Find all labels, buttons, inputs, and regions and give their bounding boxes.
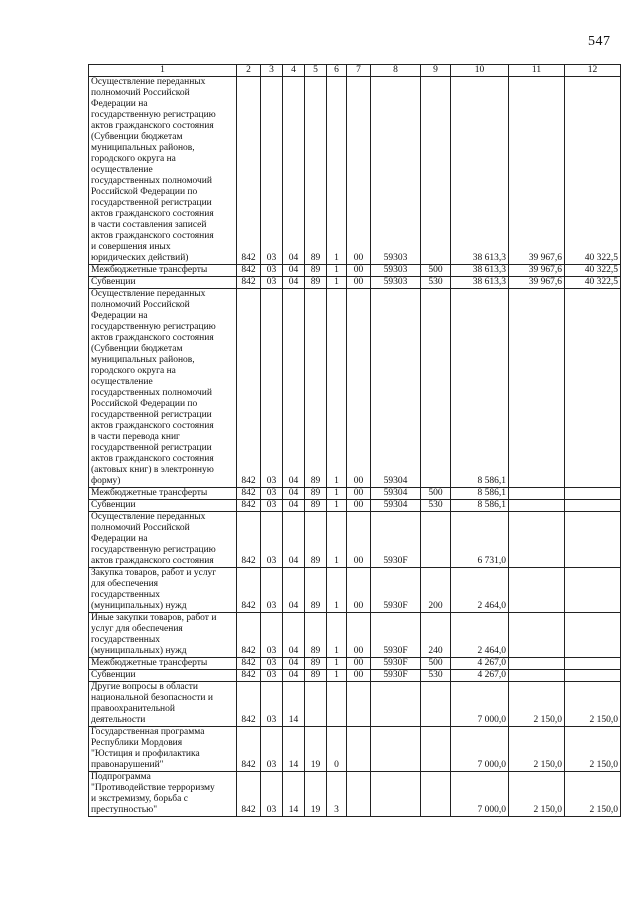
amount-col12: 2 150,0 bbox=[565, 727, 621, 772]
expense-type-code: 500 bbox=[421, 488, 451, 500]
subsection-code: 04 bbox=[283, 500, 305, 512]
column-header-row bbox=[89, 65, 621, 77]
program-code: 89 bbox=[305, 488, 327, 500]
amount-col11 bbox=[509, 568, 565, 613]
program-code: 89 bbox=[305, 77, 327, 265]
subprogram-code: 0 bbox=[327, 727, 347, 772]
amount-col10: 4 267,0 bbox=[451, 670, 509, 682]
program-code: 89 bbox=[305, 670, 327, 682]
event-code bbox=[347, 682, 371, 727]
section-code: 03 bbox=[261, 772, 283, 817]
amount-col11: 2 150,0 bbox=[509, 682, 565, 727]
section-code: 03 bbox=[261, 488, 283, 500]
row-name: Межбюджетные трансферты bbox=[89, 265, 237, 277]
subsection-code: 04 bbox=[283, 512, 305, 568]
section-code: 03 bbox=[261, 568, 283, 613]
amount-col12 bbox=[565, 500, 621, 512]
table-row bbox=[89, 289, 621, 488]
row-name: Государственная программа Республики Мордовия "Юстиция и профилактика правонарушений" bbox=[89, 727, 237, 772]
program-code: 19 bbox=[305, 772, 327, 817]
section-code: 03 bbox=[261, 289, 283, 488]
expense-type-code: 200 bbox=[421, 568, 451, 613]
amount-col10: 7 000,0 bbox=[451, 682, 509, 727]
section-code: 03 bbox=[261, 670, 283, 682]
subprogram-code: 1 bbox=[327, 277, 347, 289]
program-code: 89 bbox=[305, 289, 327, 488]
table-row bbox=[89, 265, 621, 277]
direction-code: 5930F bbox=[371, 670, 421, 682]
expense-type-code bbox=[421, 682, 451, 727]
row-name: Другие вопросы в области национальной безопасности и правоохранительной деятельности bbox=[89, 682, 237, 727]
event-code: 00 bbox=[347, 512, 371, 568]
direction-code: 5930F bbox=[371, 568, 421, 613]
event-code: 00 bbox=[347, 613, 371, 658]
amount-col11 bbox=[509, 613, 565, 658]
ministry-code: 842 bbox=[237, 512, 261, 568]
subprogram-code: 1 bbox=[327, 613, 347, 658]
amount-col12 bbox=[565, 670, 621, 682]
amount-col10: 38 613,3 bbox=[451, 77, 509, 265]
event-code: 00 bbox=[347, 77, 371, 265]
program-code: 89 bbox=[305, 265, 327, 277]
program-code: 89 bbox=[305, 658, 327, 670]
column-header: 6 bbox=[327, 65, 347, 77]
subprogram-code: 3 bbox=[327, 772, 347, 817]
table-row bbox=[89, 772, 621, 817]
direction-code: 5930F bbox=[371, 512, 421, 568]
subsection-code: 04 bbox=[283, 277, 305, 289]
amount-col11: 2 150,0 bbox=[509, 727, 565, 772]
table-row bbox=[89, 512, 621, 568]
amount-col10: 7 000,0 bbox=[451, 772, 509, 817]
direction-code: 59303 bbox=[371, 265, 421, 277]
ministry-code: 842 bbox=[237, 682, 261, 727]
event-code: 00 bbox=[347, 568, 371, 613]
amount-col10: 8 586,1 bbox=[451, 500, 509, 512]
subprogram-code: 1 bbox=[327, 488, 347, 500]
row-name: Подпрограмма "Противодействие терроризму и экстремизму, борьба с преступностью" bbox=[89, 772, 237, 817]
amount-col10: 8 586,1 bbox=[451, 289, 509, 488]
column-header: 10 bbox=[451, 65, 509, 77]
program-code: 89 bbox=[305, 500, 327, 512]
table-row bbox=[89, 613, 621, 658]
column-header: 12 bbox=[565, 65, 621, 77]
ministry-code: 842 bbox=[237, 613, 261, 658]
row-name: Иные закупки товаров, работ и услуг для обеспечения государственных (муниципальных) нужд bbox=[89, 613, 237, 658]
amount-col11 bbox=[509, 512, 565, 568]
subprogram-code: 1 bbox=[327, 512, 347, 568]
amount-col12: 2 150,0 bbox=[565, 772, 621, 817]
column-header: 4 bbox=[283, 65, 305, 77]
direction-code bbox=[371, 682, 421, 727]
amount-col12 bbox=[565, 613, 621, 658]
ministry-code: 842 bbox=[237, 568, 261, 613]
subsection-code: 14 bbox=[283, 682, 305, 727]
section-code: 03 bbox=[261, 277, 283, 289]
section-code: 03 bbox=[261, 265, 283, 277]
table-row bbox=[89, 658, 621, 670]
column-header: 2 bbox=[237, 65, 261, 77]
column-header: 3 bbox=[261, 65, 283, 77]
expense-type-code: 530 bbox=[421, 500, 451, 512]
subprogram-code: 1 bbox=[327, 568, 347, 613]
subsection-code: 04 bbox=[283, 289, 305, 488]
ministry-code: 842 bbox=[237, 670, 261, 682]
ministry-code: 842 bbox=[237, 727, 261, 772]
table-row bbox=[89, 488, 621, 500]
section-code: 03 bbox=[261, 512, 283, 568]
amount-col11: 39 967,6 bbox=[509, 277, 565, 289]
expense-type-code: 500 bbox=[421, 658, 451, 670]
subprogram-code: 1 bbox=[327, 77, 347, 265]
row-name: Субвенции bbox=[89, 500, 237, 512]
expense-type-code: 530 bbox=[421, 670, 451, 682]
page-number: 547 bbox=[588, 34, 611, 49]
expense-type-code: 530 bbox=[421, 277, 451, 289]
direction-code: 59304 bbox=[371, 289, 421, 488]
subprogram-code: 1 bbox=[327, 265, 347, 277]
table-row bbox=[89, 682, 621, 727]
amount-col11: 39 967,6 bbox=[509, 265, 565, 277]
row-name: Осуществление переданных полномочий Российской Федерации на государственную регистрацию актов гражданского состояния bbox=[89, 512, 237, 568]
direction-code bbox=[371, 772, 421, 817]
table-row bbox=[89, 77, 621, 265]
ministry-code: 842 bbox=[237, 658, 261, 670]
amount-col11 bbox=[509, 500, 565, 512]
subsection-code: 04 bbox=[283, 77, 305, 265]
subprogram-code: 1 bbox=[327, 658, 347, 670]
expense-type-code: 500 bbox=[421, 265, 451, 277]
amount-col10: 2 464,0 bbox=[451, 568, 509, 613]
amount-col10: 6 731,0 bbox=[451, 512, 509, 568]
direction-code: 5930F bbox=[371, 613, 421, 658]
direction-code: 59304 bbox=[371, 500, 421, 512]
amount-col12 bbox=[565, 488, 621, 500]
subsection-code: 04 bbox=[283, 488, 305, 500]
section-code: 03 bbox=[261, 682, 283, 727]
direction-code bbox=[371, 727, 421, 772]
row-name: Закупка товаров, работ и услуг для обеспечения государственных (муниципальных) нужд bbox=[89, 568, 237, 613]
event-code: 00 bbox=[347, 500, 371, 512]
row-name: Субвенции bbox=[89, 670, 237, 682]
expense-type-code: 240 bbox=[421, 613, 451, 658]
amount-col12 bbox=[565, 658, 621, 670]
subsection-code: 04 bbox=[283, 265, 305, 277]
section-code: 03 bbox=[261, 658, 283, 670]
section-code: 03 bbox=[261, 500, 283, 512]
subsection-code: 04 bbox=[283, 658, 305, 670]
table-row bbox=[89, 500, 621, 512]
event-code: 00 bbox=[347, 277, 371, 289]
program-code bbox=[305, 682, 327, 727]
amount-col11 bbox=[509, 488, 565, 500]
ministry-code: 842 bbox=[237, 265, 261, 277]
ministry-code: 842 bbox=[237, 289, 261, 488]
program-code: 89 bbox=[305, 277, 327, 289]
expense-type-code bbox=[421, 289, 451, 488]
amount-col10: 7 000,0 bbox=[451, 727, 509, 772]
program-code: 19 bbox=[305, 727, 327, 772]
table-row bbox=[89, 727, 621, 772]
amount-col10: 4 267,0 bbox=[451, 658, 509, 670]
budget-table bbox=[88, 64, 621, 817]
section-code: 03 bbox=[261, 613, 283, 658]
ministry-code: 842 bbox=[237, 488, 261, 500]
subsection-code: 04 bbox=[283, 613, 305, 658]
row-name: Осуществление переданных полномочий Российской Федерации на государственную регистрацию актов гражданского состояния (Субвенции бюджетам муниципальных районов, городского округа на осуществление государственных полномочий Российской Федерации по государственной регистрации актов гражданского состояния в части составления записей актов гражданского состояния и совершения иных юридических действий) bbox=[89, 77, 237, 265]
column-header: 1 bbox=[89, 65, 237, 77]
event-code: 00 bbox=[347, 265, 371, 277]
event-code: 00 bbox=[347, 670, 371, 682]
amount-col10: 8 586,1 bbox=[451, 488, 509, 500]
section-code: 03 bbox=[261, 77, 283, 265]
subprogram-code: 1 bbox=[327, 670, 347, 682]
program-code: 89 bbox=[305, 613, 327, 658]
event-code bbox=[347, 727, 371, 772]
program-code: 89 bbox=[305, 512, 327, 568]
subprogram-code bbox=[327, 682, 347, 727]
direction-code: 59303 bbox=[371, 277, 421, 289]
row-name: Субвенции bbox=[89, 277, 237, 289]
amount-col10: 38 613,3 bbox=[451, 277, 509, 289]
column-header: 8 bbox=[371, 65, 421, 77]
amount-col12 bbox=[565, 568, 621, 613]
amount-col12: 2 150,0 bbox=[565, 682, 621, 727]
amount-col12: 40 322,5 bbox=[565, 77, 621, 265]
ministry-code: 842 bbox=[237, 277, 261, 289]
table-row bbox=[89, 670, 621, 682]
program-code: 89 bbox=[305, 568, 327, 613]
amount-col11: 39 967,6 bbox=[509, 77, 565, 265]
table-row bbox=[89, 568, 621, 613]
expense-type-code bbox=[421, 77, 451, 265]
event-code: 00 bbox=[347, 488, 371, 500]
amount-col12 bbox=[565, 512, 621, 568]
subsection-code: 04 bbox=[283, 568, 305, 613]
event-code bbox=[347, 772, 371, 817]
column-header: 5 bbox=[305, 65, 327, 77]
column-header: 9 bbox=[421, 65, 451, 77]
subsection-code: 14 bbox=[283, 772, 305, 817]
amount-col12: 40 322,5 bbox=[565, 265, 621, 277]
amount-col10: 2 464,0 bbox=[451, 613, 509, 658]
amount-col11 bbox=[509, 670, 565, 682]
row-name: Осуществление переданных полномочий Российской Федерации на государственную регистрацию актов гражданского состояния (Субвенции бюджетам муниципальных районов, городского округа на осуществление государственных полномочий Российской Федерации по государственной регистрации актов гражданского состояния в части перевода книг государственной регистрации актов гражданского состояния (актовых книг) в электронную форму) bbox=[89, 289, 237, 488]
expense-type-code bbox=[421, 772, 451, 817]
section-code: 03 bbox=[261, 727, 283, 772]
direction-code: 5930F bbox=[371, 658, 421, 670]
ministry-code: 842 bbox=[237, 772, 261, 817]
direction-code: 59303 bbox=[371, 77, 421, 265]
subsection-code: 04 bbox=[283, 670, 305, 682]
expense-type-code bbox=[421, 512, 451, 568]
ministry-code: 842 bbox=[237, 77, 261, 265]
event-code: 00 bbox=[347, 658, 371, 670]
subprogram-code: 1 bbox=[327, 289, 347, 488]
subprogram-code: 1 bbox=[327, 500, 347, 512]
row-name: Межбюджетные трансферты bbox=[89, 658, 237, 670]
row-name: Межбюджетные трансферты bbox=[89, 488, 237, 500]
amount-col12: 40 322,5 bbox=[565, 277, 621, 289]
direction-code: 59304 bbox=[371, 488, 421, 500]
amount-col10: 38 613,3 bbox=[451, 265, 509, 277]
column-header: 11 bbox=[509, 65, 565, 77]
table-row bbox=[89, 277, 621, 289]
amount-col12 bbox=[565, 289, 621, 488]
amount-col11 bbox=[509, 289, 565, 488]
subsection-code: 14 bbox=[283, 727, 305, 772]
event-code: 00 bbox=[347, 289, 371, 488]
amount-col11 bbox=[509, 658, 565, 670]
column-header: 7 bbox=[347, 65, 371, 77]
expense-type-code bbox=[421, 727, 451, 772]
ministry-code: 842 bbox=[237, 500, 261, 512]
amount-col11: 2 150,0 bbox=[509, 772, 565, 817]
